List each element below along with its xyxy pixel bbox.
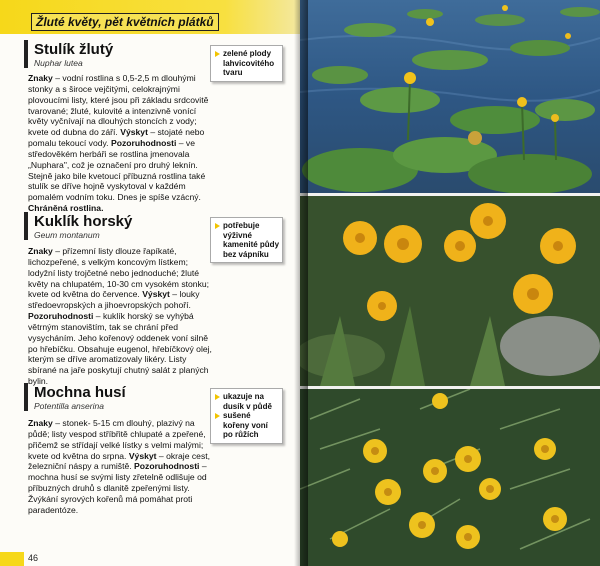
text-vyskyt: – louky středoevropských a jihoevropských pohoří.: [28, 289, 200, 311]
note-box-stulik: [210, 45, 283, 82]
text-znaky: – vodní rostlina s 0,5-2,5 m dlouhými stonky a s široce vejčitými, celokrajnými plovoucími listy, které jsou při základu srdcovitě tvarované; žluté, kulovité a intenzivně vonící květy vyčnívají na dlouhých stoncích z vody; kvete od dubna do září.: [28, 73, 209, 138]
text-pozoruhodnosti: – mochna husí se svými listy zřetelně odlišuje od příbuzných druhů s dlanitě zpeřenými listy. Žvýkání syrových kořenů má pomáhat proti paradentóze.: [28, 461, 207, 515]
text-znaky: – stonek- 5-15 cm dlouhý, plazivý na půdě; listy vespod stříbřitě chlupaté a zpeřené, přičemž se střídají velké lístky s velmi malými; kvete od května do srpna.: [28, 418, 206, 461]
photo-nuphar-lutea: [300, 0, 600, 193]
label-vyskyt: Výskyt: [128, 450, 157, 461]
label-vyskyt: Výskyt: [142, 289, 170, 300]
description-stulik: [28, 73, 214, 214]
photo-geum-montanum: [300, 196, 600, 386]
species-name-kuklik: Kuklík horský: [34, 213, 133, 230]
note-box-kuklik: [210, 217, 283, 263]
photo-potentilla-anserina: [300, 389, 600, 566]
species-name-stulik: Stulík žlutý: [34, 41, 114, 58]
species-marker-bar: [24, 212, 28, 240]
label-pozoruhodnosti: Pozoruhodnosti: [28, 311, 94, 322]
label-pozoruhodnosti: Pozoruhodnosti: [134, 461, 200, 472]
page-number-bar: [0, 552, 24, 566]
right-page: [300, 0, 600, 566]
note-box-mochna: [210, 388, 283, 444]
geum-photo-illustration: [300, 196, 600, 386]
note-item: ukazuje na dusík v půdě: [215, 392, 279, 411]
label-znaky: Znaky: [28, 246, 53, 256]
text-vyskyt: – stojaté nebo pomalu tekoucí vody.: [28, 127, 205, 149]
description-kuklik: [28, 246, 214, 387]
page-number: 46: [28, 553, 39, 563]
text-pozoruhodnosti: – kuklík horský se vyhýbá větrným stanovištím, tak se chrání před vysycháním. Jeho kořenový oddenek voní silně po hřebíčku. Obsahuje eugenol, hřebíčkový olej, kterým se dříve aromatizovaly likéry. Listy sbírané na jaře poskytují chutný salát z planých bylin.: [28, 311, 212, 387]
species-name-mochna: Mochna husí: [34, 384, 126, 401]
label-vyskyt: Výskyt: [120, 127, 148, 138]
potentilla-photo-illustration: [300, 389, 600, 566]
label-znaky: Znaky: [28, 418, 53, 428]
latin-name-stulik: Nuphar lutea: [34, 58, 83, 68]
note-item: potřebuje výživné kamenité půdy bez vápníku: [215, 221, 279, 259]
text-vyskyt: – okraje cest, železniční náspy a rumiště.: [28, 450, 211, 472]
section-title: Žluté květy, pět květních plátků: [31, 13, 219, 31]
latin-name-mochna: Potentilla anserina: [34, 401, 104, 411]
species-marker-bar: [24, 40, 28, 68]
label-znaky: Znaky: [28, 73, 53, 83]
latin-name-kuklik: Geum montanum: [34, 230, 100, 240]
label-pozoruhodnosti: Pozoruhodnosti: [110, 138, 177, 149]
note-item: sušené kořeny voní po růžích: [215, 411, 279, 440]
text-znaky: – přízemní listy dlouze řapíkaté, lichozpeřené, s velkým koncovým lístkem; lodyžní listy trojčetné nebo jednoduché; žluté květy na chlupatém, 10-30 cm vysokém stonku; kvete od května do července.: [28, 246, 210, 300]
description-mochna: [28, 418, 214, 516]
protected-note: Chráněná rostlina.: [28, 203, 104, 214]
species-marker-bar: [24, 383, 28, 411]
text-pozoruhodnosti: – ve středověkém herbáři se rostlina jmenovala „Nuphara", což je označení pro druhý leknín. Stejně jako bile kvetoucí příbuzná rostlina také stulík se dříve hojně vyskytoval v každém pomalém vodním toku. Dnes je spíše vzácný.: [28, 138, 206, 203]
note-item: zelené plody lahvicovitého tvaru: [215, 49, 279, 78]
pond-photo-illustration: [300, 0, 600, 193]
